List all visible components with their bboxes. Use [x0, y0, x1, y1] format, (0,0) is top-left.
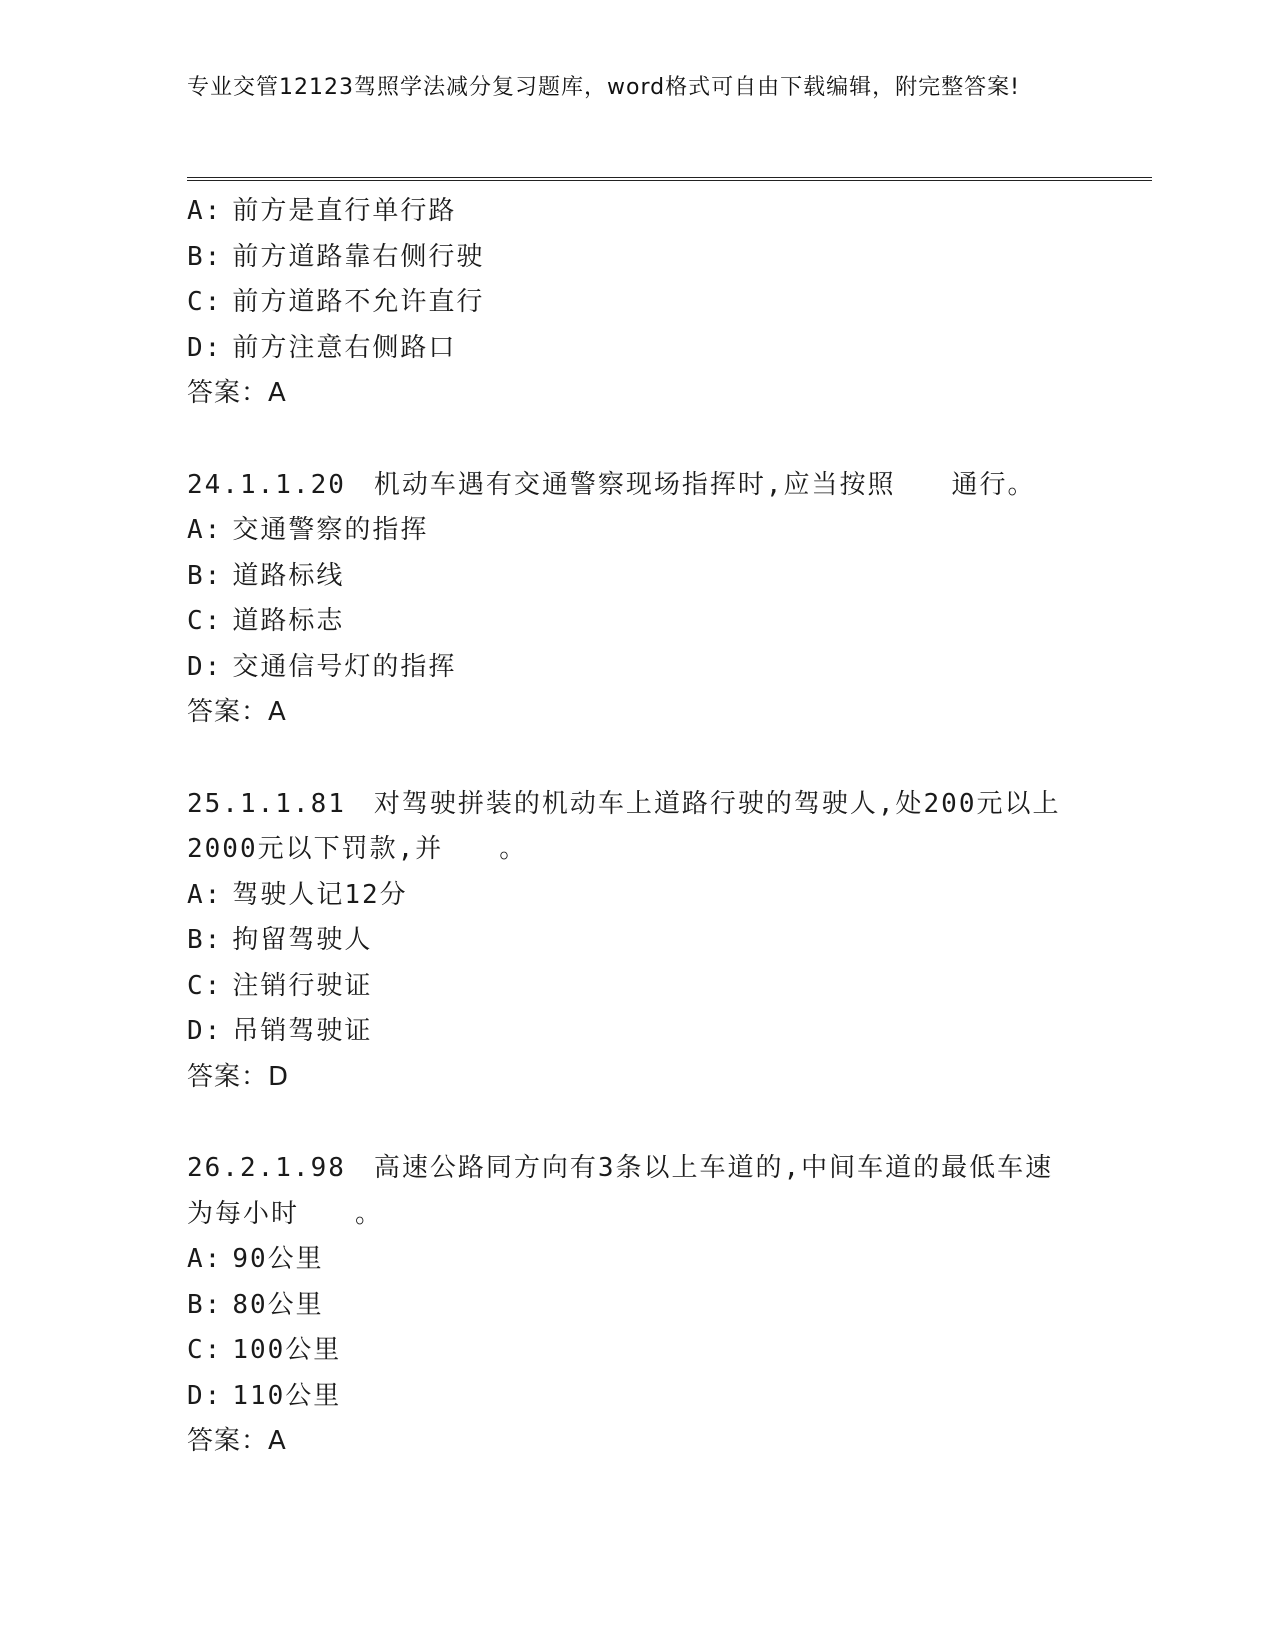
option-b — [187, 235, 1087, 281]
option-text: 道路标线 — [232, 560, 345, 591]
option-c — [187, 280, 1087, 326]
option-letter: B: — [187, 925, 223, 955]
option-letter: D: — [187, 1380, 223, 1411]
option-d — [187, 1374, 1087, 1420]
option-text: 驾驶人记12分 — [232, 879, 408, 910]
option-text: 道路标志 — [232, 606, 345, 636]
option-text: 80公里 — [232, 1289, 324, 1320]
answer-line: 答案：D — [187, 1061, 290, 1092]
option-letter: C: — [187, 970, 223, 1001]
answer-line: 答案：A — [187, 1426, 287, 1456]
option-d — [187, 326, 1087, 372]
option-text: 90公里 — [232, 1244, 324, 1274]
option-b — [187, 1283, 1087, 1329]
option-letter: A: — [187, 879, 223, 910]
question-stem: 24.1.1.20 机动车遇有交通警察现场指挥时,应当按照 通行。 — [187, 469, 1036, 500]
option-text: 前方注意右侧路口 — [232, 332, 457, 363]
option-letter: A: — [187, 1244, 223, 1274]
option-a — [187, 1237, 1087, 1283]
option-text: 交通信号灯的指挥 — [232, 651, 457, 682]
option-letter: C: — [187, 606, 223, 636]
option-letter: C: — [187, 287, 223, 317]
option-text: 吊销驾驶证 — [232, 1016, 373, 1046]
question-block — [187, 782, 1087, 1101]
option-c — [187, 964, 1087, 1010]
option-d — [187, 645, 1087, 691]
question-block — [187, 1146, 1087, 1465]
option-letter: D: — [187, 332, 223, 363]
option-letter: D: — [187, 651, 223, 682]
option-text: 前方道路靠右侧行驶 — [232, 241, 485, 272]
option-b — [187, 554, 1087, 600]
question-list — [187, 189, 1087, 1465]
option-a — [187, 189, 1087, 235]
option-text: 前方道路不允许直行 — [232, 287, 485, 317]
option-letter: B: — [187, 241, 223, 272]
option-c — [187, 599, 1087, 645]
option-letter: B: — [187, 560, 223, 591]
option-letter: C: — [187, 1335, 223, 1365]
option-b — [187, 918, 1087, 964]
option-text: 交通警察的指挥 — [232, 515, 429, 545]
option-text: 前方是直行单行路 — [232, 196, 457, 226]
option-text: 110公里 — [232, 1380, 342, 1411]
header-double-rule — [187, 177, 1152, 181]
option-letter: B: — [187, 1289, 223, 1320]
document-header: 专业交管12123驾照学法减分复习题库，word格式可自由下载编辑，附完整答案! — [187, 75, 1020, 100]
option-letter: A: — [187, 196, 223, 226]
question-block — [187, 189, 1087, 417]
option-a — [187, 508, 1087, 554]
question-block — [187, 463, 1087, 736]
answer-line: 答案：A — [187, 378, 287, 408]
option-text: 100公里 — [232, 1335, 342, 1365]
option-text: 拘留驾驶人 — [232, 925, 373, 955]
question-stem: 26.2.1.98 高速公路同方向有3条以上车道的,中间车道的最低车速为每小时 。 — [187, 1153, 1054, 1229]
option-d — [187, 1009, 1087, 1055]
option-letter: D: — [187, 1016, 223, 1046]
answer-line: 答案：A — [187, 697, 287, 727]
option-c — [187, 1328, 1087, 1374]
question-stem: 25.1.1.81 对驾驶拼装的机动车上道路行驶的驾驶人,处200元以上2000元以下罚款,并 。 — [187, 788, 1061, 864]
option-text: 注销行驶证 — [232, 970, 373, 1001]
option-a — [187, 873, 1087, 919]
option-letter: A: — [187, 515, 223, 545]
